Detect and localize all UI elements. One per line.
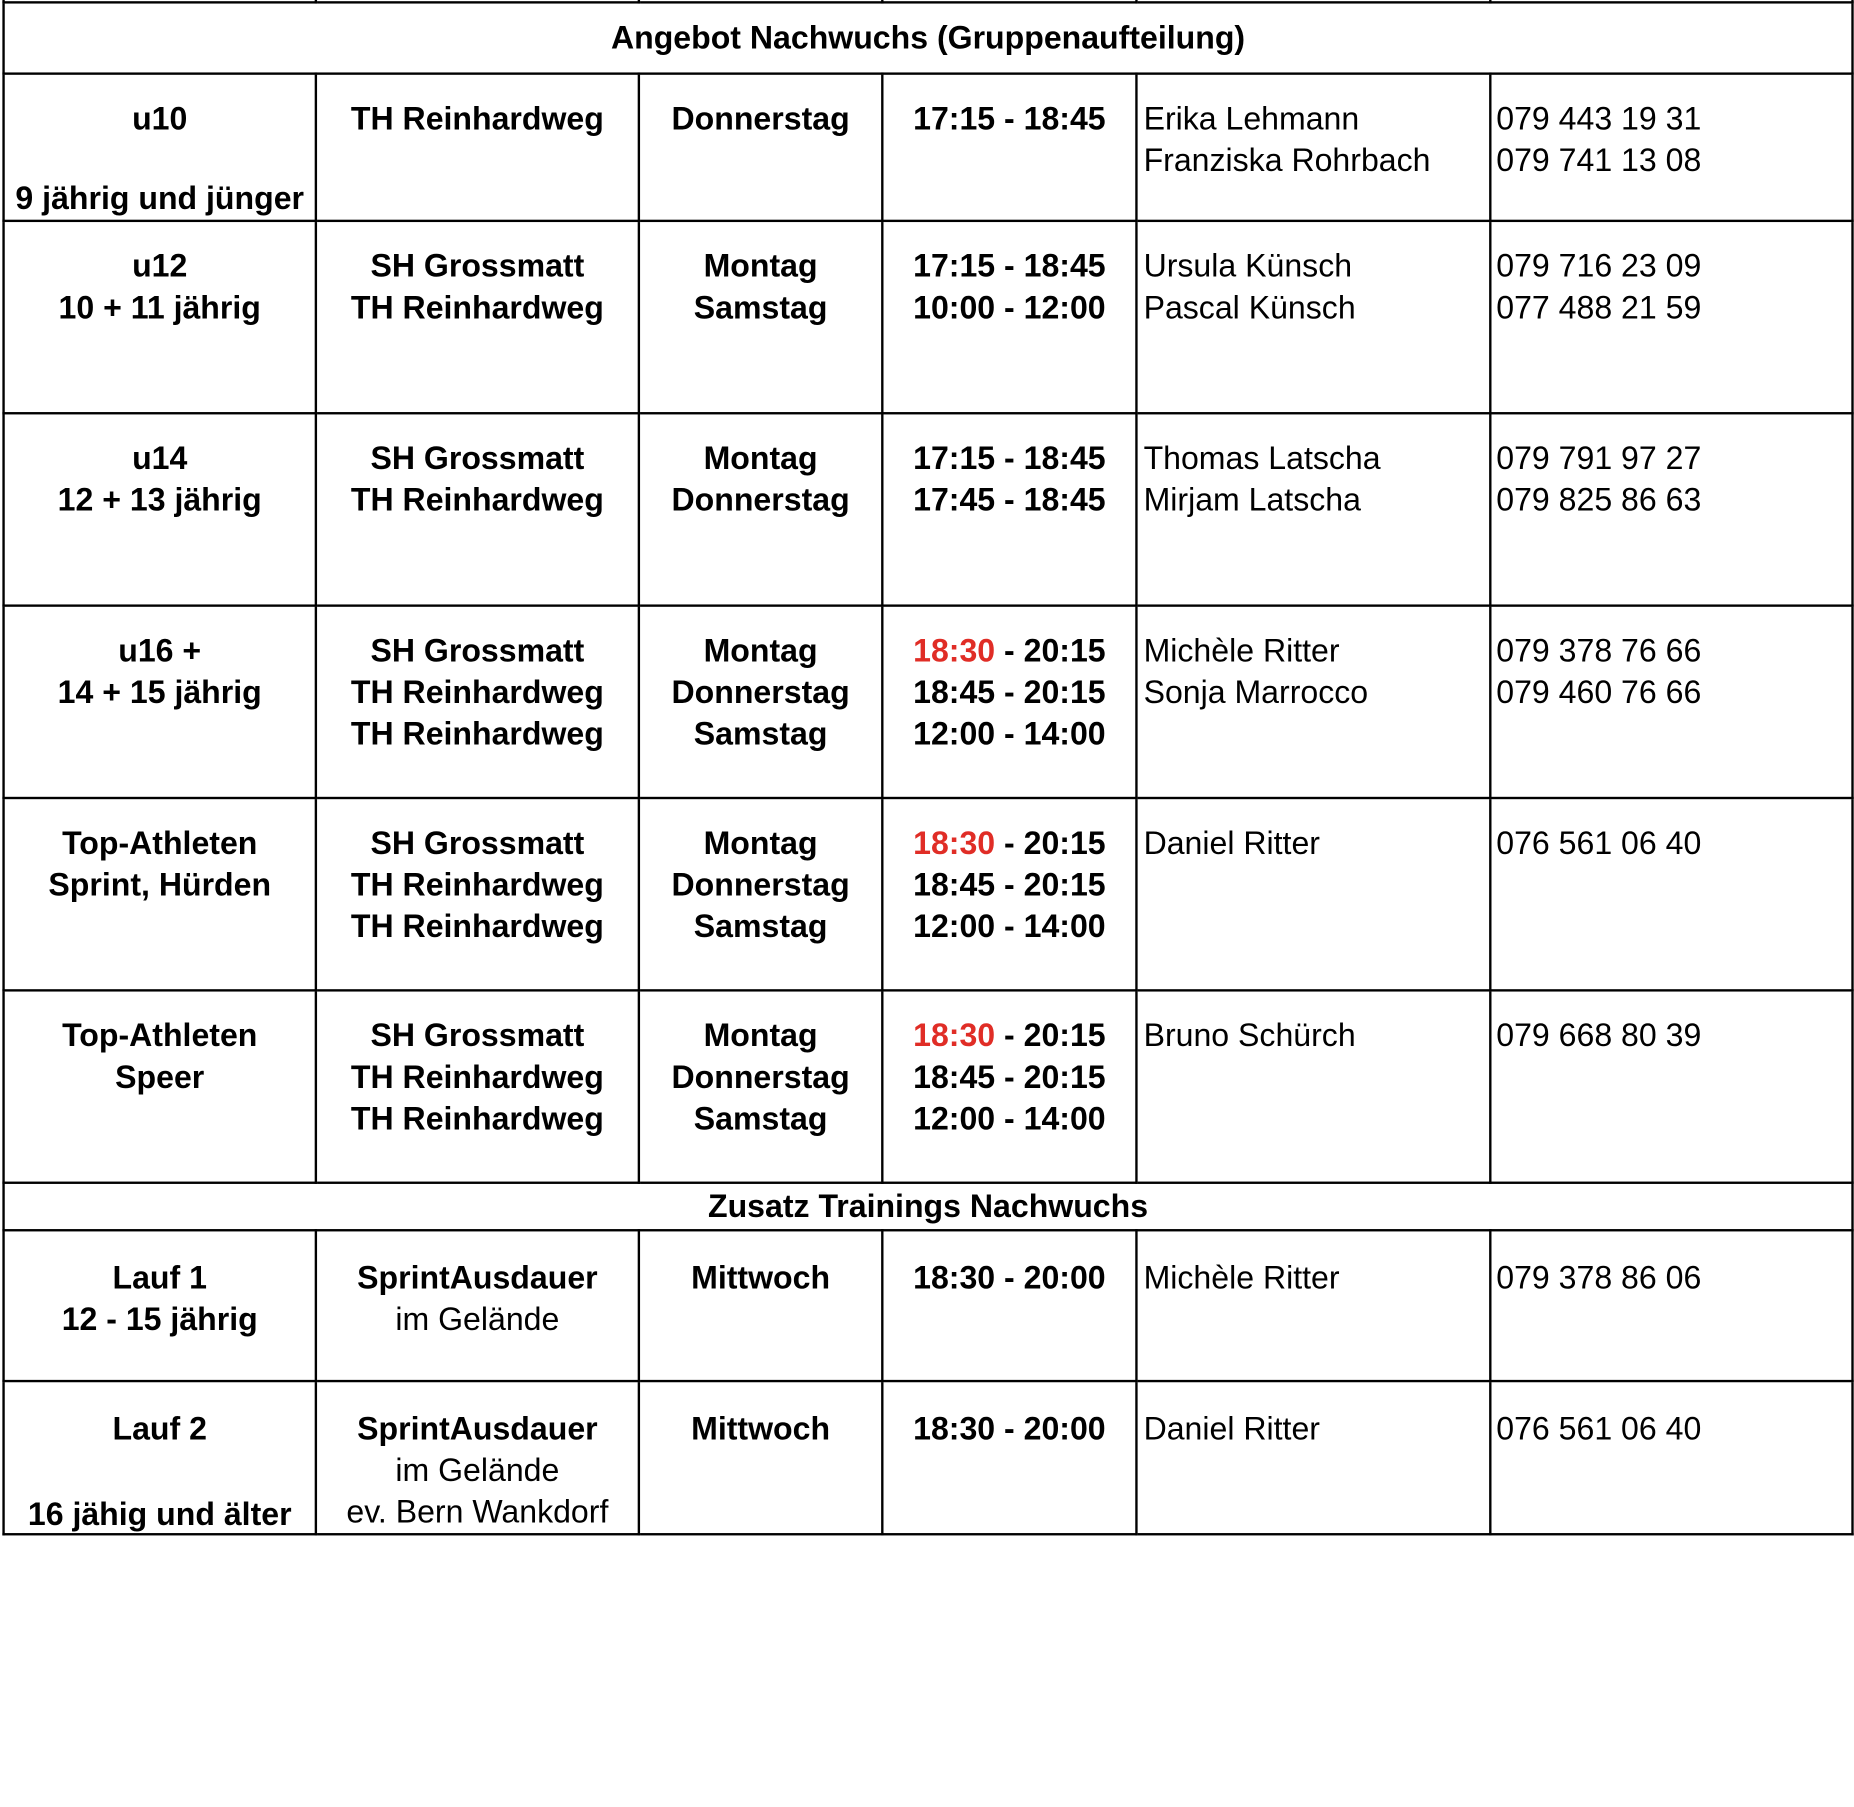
group-age: 9 jährig und jünger <box>15 180 304 217</box>
time-start: 12:00 <box>913 1100 996 1137</box>
contact-name: Michèle Ritter <box>1143 1259 1340 1296</box>
group-age: 12 - 15 jährig <box>61 1301 258 1338</box>
day-line: Mittwoch <box>691 1259 831 1296</box>
time-line <box>884 631 1136 673</box>
day-cell <box>639 606 882 798</box>
time-end: - 20:15 <box>995 1017 1106 1054</box>
time-start: 17:45 <box>913 482 996 518</box>
time-start: 17:15 <box>913 440 996 477</box>
place-cell <box>316 1230 639 1381</box>
group-name: Lauf 2 <box>112 1410 207 1447</box>
time-line <box>884 99 1136 141</box>
day-line: Donnerstag <box>671 482 850 518</box>
group-name: Top-Athleten <box>62 1017 258 1054</box>
day-cell <box>639 798 882 990</box>
time-cell <box>882 413 1136 605</box>
time-line <box>884 1098 1136 1140</box>
place-cell <box>316 990 639 1182</box>
day-cell <box>639 74 882 221</box>
phone-number: 079 460 76 66 <box>1496 674 1702 711</box>
contact-name: Mirjam Latscha <box>1143 482 1361 518</box>
phone-cell <box>1490 74 1852 221</box>
contact-name: Franziska Rohrbach <box>1143 142 1431 179</box>
phone-cell <box>1490 1230 1852 1381</box>
time-cell <box>882 74 1136 221</box>
table-row <box>4 606 1853 798</box>
day-cell <box>639 413 882 605</box>
group-name: Top-Athleten <box>62 825 258 861</box>
phone-number: 079 443 19 31 <box>1496 100 1702 137</box>
time-cell <box>882 606 1136 798</box>
time-start: 18:45 <box>913 866 996 903</box>
phone-number: 079 378 76 66 <box>1496 632 1702 669</box>
day-cell <box>639 990 882 1182</box>
contact-cell <box>1136 990 1490 1182</box>
place-line: SH Grossmatt <box>370 1017 585 1054</box>
day-line: Samstag <box>693 908 828 945</box>
time-line <box>884 480 1136 522</box>
time-line <box>884 906 1136 948</box>
table-row <box>4 1381 1853 1534</box>
place-line: SH Grossmatt <box>370 440 585 477</box>
time-start: 12:00 <box>913 908 996 945</box>
place-line: TH Reinhardweg <box>350 908 604 945</box>
group-name: u14 <box>132 440 188 477</box>
time-end: - 20:15 <box>995 632 1106 669</box>
place-detail: ev. Bern Wankdorf <box>346 1493 609 1530</box>
section-title: Angebot Nachwuchs (Gruppenaufteilung) <box>4 2 1853 73</box>
day-line: Donnerstag <box>671 1059 850 1095</box>
time-end: - 20:15 <box>995 825 1106 861</box>
group-cell <box>4 413 316 605</box>
day-line: Donnerstag <box>671 100 850 137</box>
time-line <box>884 823 1136 865</box>
contact-cell <box>1136 221 1490 413</box>
place-line: TH Reinhardweg <box>350 866 604 903</box>
day-line: Samstag <box>693 1100 828 1137</box>
phone-cell <box>1490 606 1852 798</box>
place-cell <box>316 74 639 221</box>
time-end: - 20:15 <box>995 866 1106 903</box>
phone-number: 079 716 23 09 <box>1496 248 1702 284</box>
place-cell <box>316 1381 639 1534</box>
contact-cell <box>1136 1381 1490 1534</box>
group-cell <box>4 1230 316 1381</box>
group-age: 12 + 13 jährig <box>57 482 262 518</box>
phone-number: 079 825 86 63 <box>1496 482 1702 518</box>
schedule-table <box>2 0 1853 1535</box>
contact-cell <box>1136 413 1490 605</box>
day-line: Donnerstag <box>671 674 850 711</box>
day-line: Mittwoch <box>691 1410 831 1447</box>
time-end: - 20:15 <box>995 674 1106 711</box>
section-title: Zusatz Trainings Nachwuchs <box>4 1183 1853 1231</box>
time-start: 17:15 <box>913 100 996 137</box>
table-row <box>4 221 1853 413</box>
group-name: u10 <box>132 100 188 137</box>
table-row <box>4 74 1853 221</box>
time-line <box>884 714 1136 756</box>
group-age: 10 + 11 jährig <box>58 289 261 326</box>
time-cell <box>882 221 1136 413</box>
time-end: - 20:00 <box>995 1259 1106 1296</box>
day-cell <box>639 1381 882 1534</box>
time-start: 10:00 <box>913 289 996 326</box>
place-cell <box>316 606 639 798</box>
time-start-highlight: 18:30 <box>913 1017 996 1054</box>
time-end: - 18:45 <box>995 482 1106 518</box>
group-name: u12 <box>132 248 188 284</box>
group-age: 14 + 15 jährig <box>57 674 262 711</box>
place-cell <box>316 221 639 413</box>
contact-cell <box>1136 606 1490 798</box>
time-start: 18:30 <box>913 1259 996 1296</box>
section-header-row <box>4 1183 1853 1231</box>
place-line: SH Grossmatt <box>370 632 585 669</box>
time-line <box>884 1408 1136 1450</box>
day-cell <box>639 1230 882 1381</box>
phone-cell <box>1490 1381 1852 1534</box>
day-line: Samstag <box>693 716 828 752</box>
day-line: Donnerstag <box>671 866 850 903</box>
place-cell <box>316 413 639 605</box>
time-end: - 18:45 <box>995 248 1106 284</box>
time-start: 12:00 <box>913 716 996 752</box>
time-line <box>884 438 1136 480</box>
place-line: SprintAusdauer <box>357 1259 598 1296</box>
phone-number: 076 561 06 40 <box>1496 1410 1702 1447</box>
phone-cell <box>1490 798 1852 990</box>
place-detail: im Gelände <box>395 1301 560 1338</box>
time-cell <box>882 990 1136 1182</box>
time-end: - 20:00 <box>995 1410 1106 1447</box>
group-cell <box>4 606 316 798</box>
place-line: SprintAusdauer <box>357 1410 598 1447</box>
day-cell <box>639 221 882 413</box>
group-name: Lauf 1 <box>112 1259 207 1296</box>
contact-cell <box>1136 74 1490 221</box>
phone-number: 077 488 21 59 <box>1496 289 1702 326</box>
contact-name: Erika Lehmann <box>1143 100 1360 137</box>
time-line <box>884 1258 1136 1300</box>
group-discipline: Speer <box>115 1059 205 1095</box>
phone-cell <box>1490 413 1852 605</box>
table-row <box>4 1230 1853 1381</box>
place-line: TH Reinhardweg <box>350 716 604 752</box>
phone-number: 079 791 97 27 <box>1496 440 1702 477</box>
group-cell <box>4 1381 316 1534</box>
phone-cell <box>1490 990 1852 1182</box>
time-end: - 12:00 <box>995 289 1106 326</box>
time-start-highlight: 18:30 <box>913 825 996 861</box>
time-start: 17:15 <box>913 248 996 284</box>
time-line <box>884 287 1136 329</box>
contact-name: Thomas Latscha <box>1143 440 1381 477</box>
phone-number: 076 561 06 40 <box>1496 825 1702 861</box>
contact-name: Michèle Ritter <box>1143 632 1340 669</box>
time-line <box>884 1057 1136 1099</box>
time-end: - 14:00 <box>995 716 1106 752</box>
place-line: TH Reinhardweg <box>350 100 604 137</box>
phone-number: 079 668 80 39 <box>1496 1017 1702 1054</box>
place-line: SH Grossmatt <box>370 248 585 284</box>
time-cell <box>882 798 1136 990</box>
place-cell <box>316 798 639 990</box>
group-cell <box>4 990 316 1182</box>
contact-name: Daniel Ritter <box>1143 825 1320 861</box>
place-detail: im Gelände <box>395 1452 560 1488</box>
contact-cell <box>1136 1230 1490 1381</box>
time-start-highlight: 18:30 <box>913 632 996 669</box>
time-end: - 14:00 <box>995 1100 1106 1137</box>
group-name: u16 + <box>118 632 202 669</box>
day-line: Samstag <box>693 289 828 326</box>
table-row <box>4 413 1853 605</box>
time-start: 18:45 <box>913 674 996 711</box>
day-line: Montag <box>703 440 818 477</box>
contact-cell <box>1136 798 1490 990</box>
time-end: - 14:00 <box>995 908 1106 945</box>
time-end: - 18:45 <box>995 100 1106 137</box>
time-start: 18:45 <box>913 1059 996 1095</box>
phone-number: 079 741 13 08 <box>1496 142 1702 179</box>
time-line <box>884 865 1136 907</box>
place-line: TH Reinhardweg <box>350 1059 604 1095</box>
time-line <box>884 672 1136 714</box>
group-cell <box>4 221 316 413</box>
table-row <box>4 990 1853 1182</box>
group-cell <box>4 798 316 990</box>
group-cell <box>4 74 316 221</box>
place-line: TH Reinhardweg <box>350 289 604 326</box>
time-line <box>884 1015 1136 1057</box>
place-line: TH Reinhardweg <box>350 1100 604 1137</box>
time-end: - 18:45 <box>995 440 1106 477</box>
contact-name: Bruno Schürch <box>1143 1017 1356 1054</box>
phone-number: 079 378 86 06 <box>1496 1259 1702 1296</box>
contact-name: Ursula Künsch <box>1143 248 1353 284</box>
contact-name: Pascal Künsch <box>1143 289 1356 326</box>
place-line: TH Reinhardweg <box>350 482 604 518</box>
section-header-row <box>4 2 1853 73</box>
time-start: 18:30 <box>913 1410 996 1447</box>
contact-name: Daniel Ritter <box>1143 1410 1320 1447</box>
time-cell <box>882 1381 1136 1534</box>
contact-name: Sonja Marrocco <box>1143 674 1369 711</box>
time-line <box>884 246 1136 288</box>
group-discipline: Sprint, Hürden <box>48 866 272 903</box>
place-line: SH Grossmatt <box>370 825 585 861</box>
day-line: Montag <box>703 632 818 669</box>
table-row <box>4 798 1853 990</box>
day-line: Montag <box>703 825 818 861</box>
time-cell <box>882 1230 1136 1381</box>
place-line: TH Reinhardweg <box>350 674 604 711</box>
phone-cell <box>1490 221 1852 413</box>
day-line: Montag <box>703 248 818 284</box>
time-end: - 20:15 <box>995 1059 1106 1095</box>
group-age: 16 jähig und älter <box>27 1496 292 1532</box>
day-line: Montag <box>703 1017 818 1054</box>
